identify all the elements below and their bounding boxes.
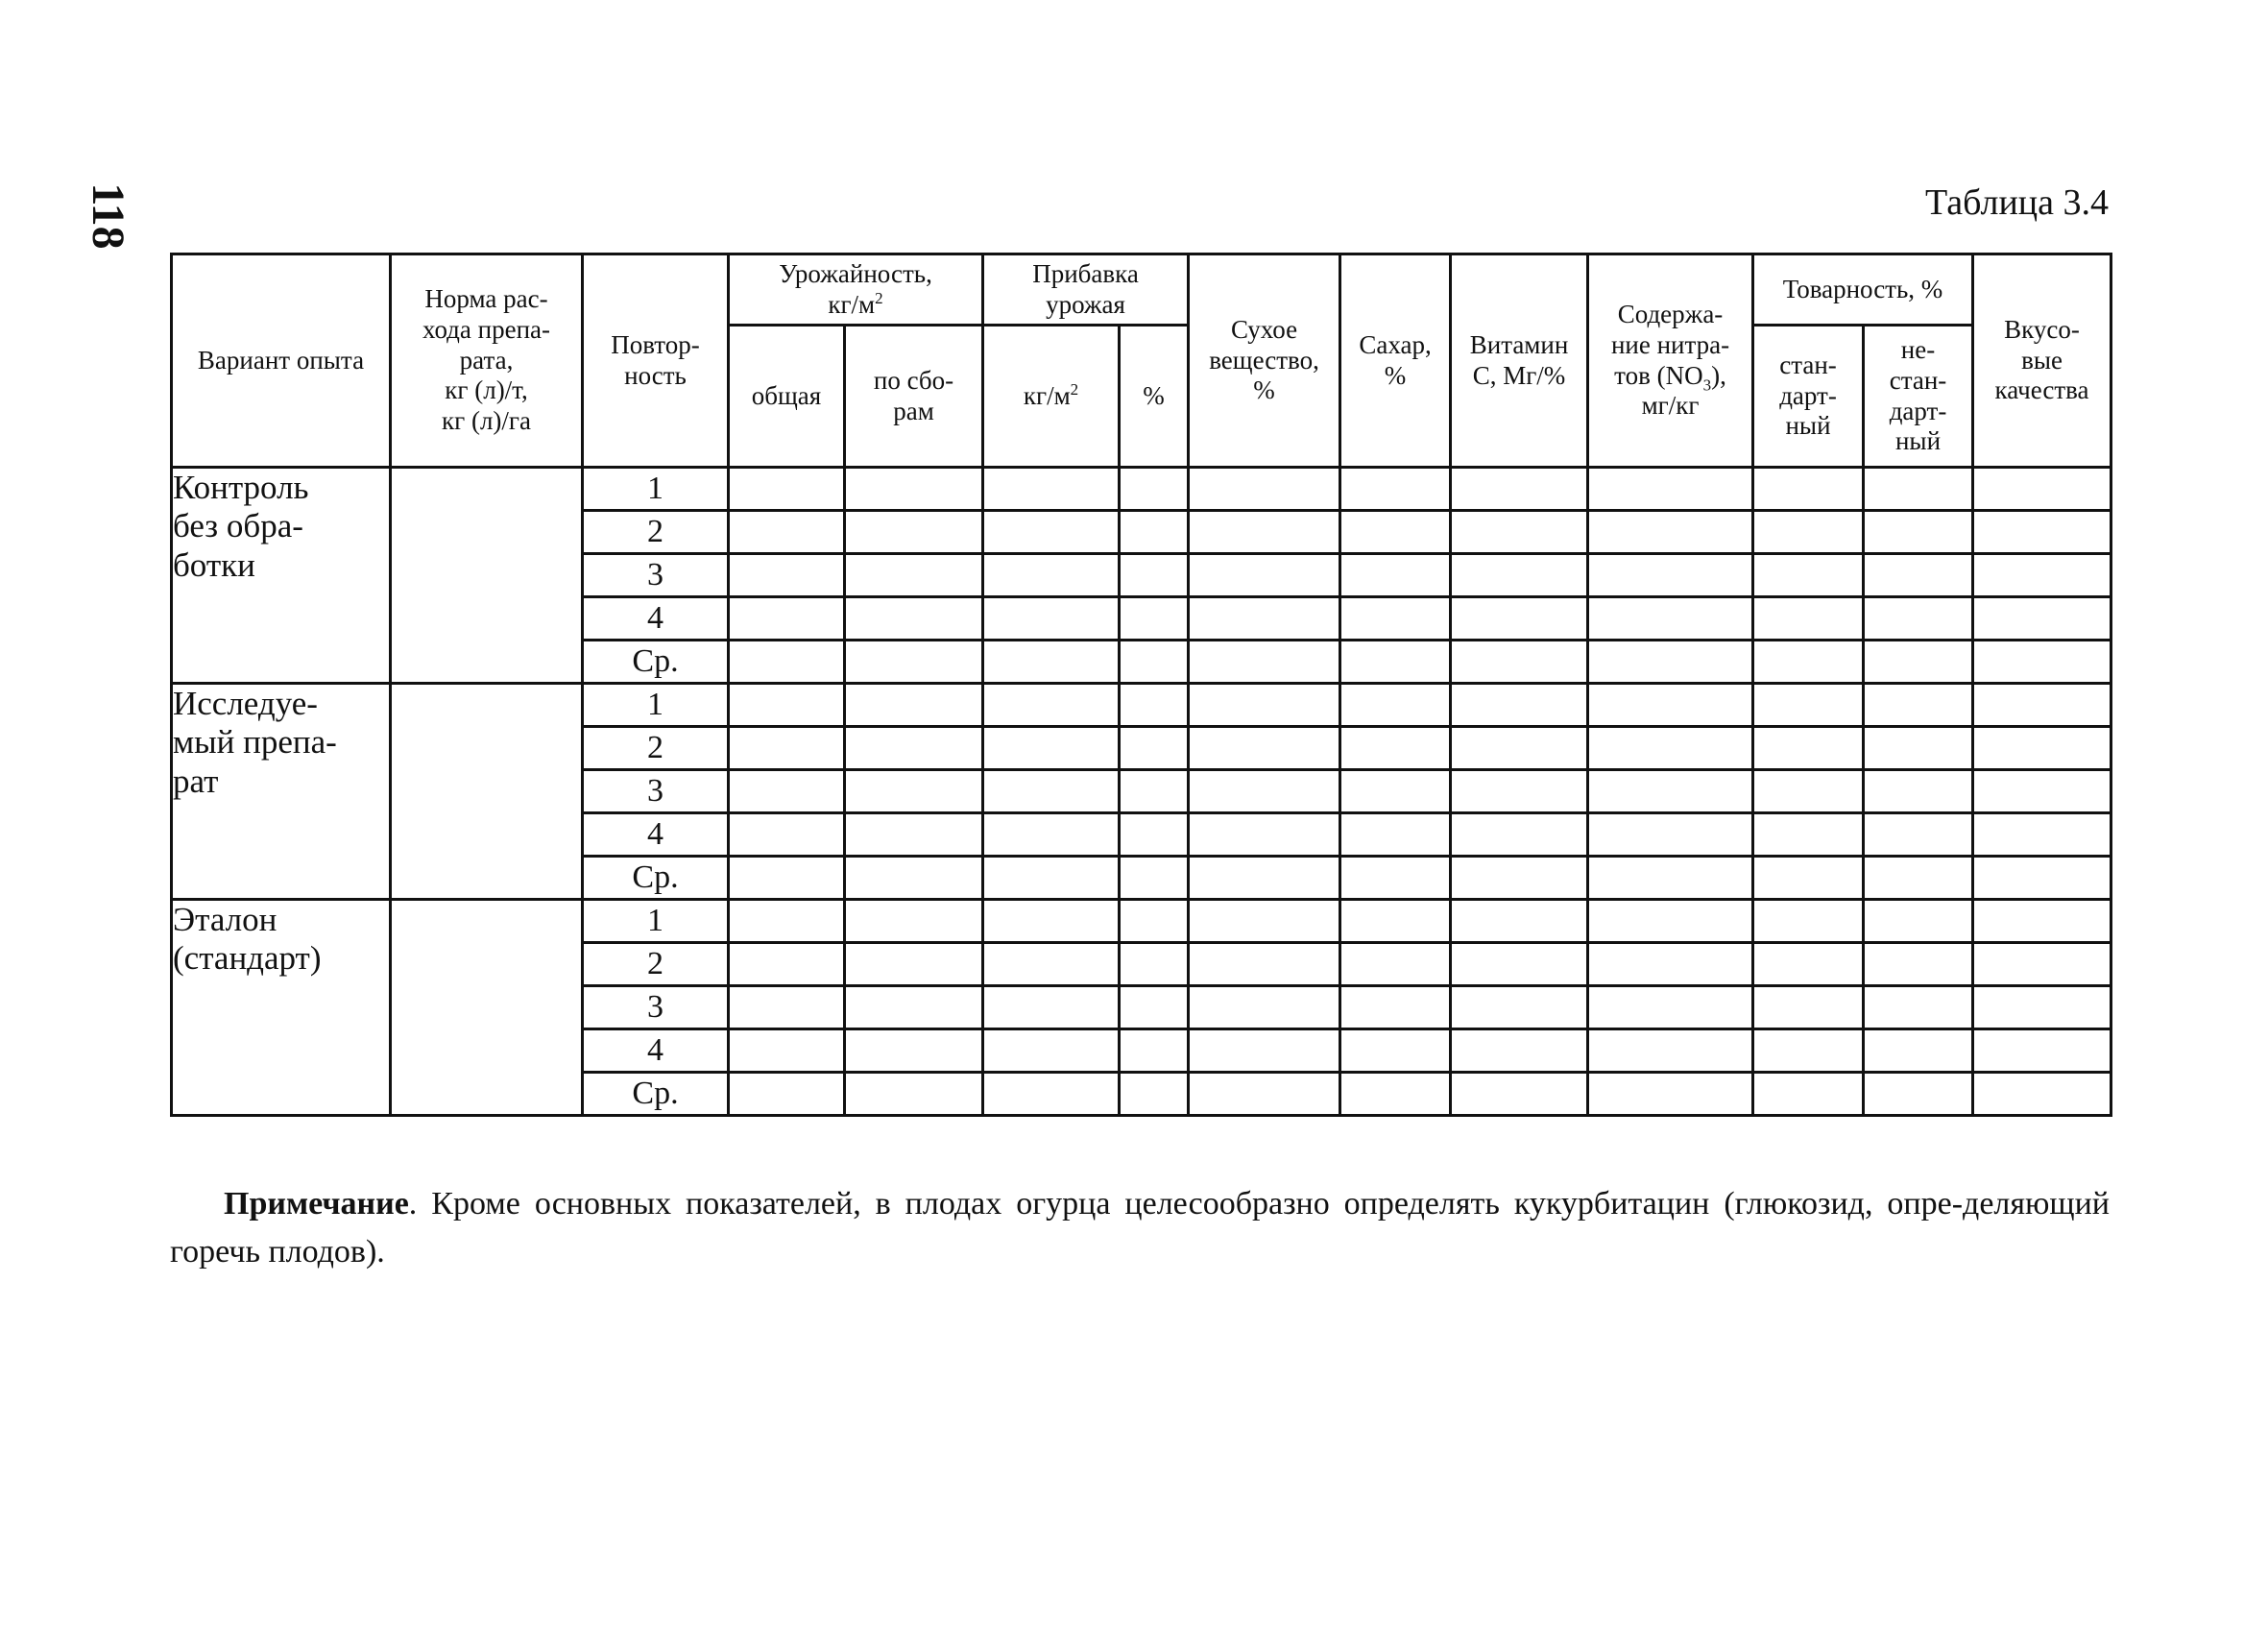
empty-cell: [983, 597, 1120, 641]
empty-cell: [1340, 468, 1451, 511]
empty-cell: [1864, 468, 1973, 511]
empty-cell: [845, 597, 983, 641]
empty-cell: [1451, 641, 1588, 684]
empty-cell: [1340, 1073, 1451, 1116]
empty-cell: [1120, 1073, 1189, 1116]
empty-cell: [1189, 943, 1340, 986]
empty-cell: [1753, 770, 1864, 813]
variant-cell: Контроль без обра- ботки: [172, 468, 391, 684]
repetition-cell: Ср.: [583, 1073, 729, 1116]
repetition-cell: 2: [583, 727, 729, 770]
header-norm: Норма рас- хода препа- рата, кг (л)/т, кг (л)/га: [391, 254, 583, 468]
empty-cell: [1340, 554, 1451, 597]
empty-cell: [729, 813, 845, 857]
empty-cell: [983, 641, 1120, 684]
table-caption: Таблица 3.4: [1924, 182, 2109, 223]
empty-cell: [1753, 1029, 1864, 1073]
empty-cell: [845, 1029, 983, 1073]
empty-cell: [983, 727, 1120, 770]
header-row-1: [172, 254, 2111, 326]
empty-cell: [845, 511, 983, 554]
empty-cell: [1753, 554, 1864, 597]
header-taste: Вкусо- вые качества: [1973, 254, 2111, 468]
empty-cell: [1753, 813, 1864, 857]
empty-cell: [845, 943, 983, 986]
empty-cell: [1753, 943, 1864, 986]
empty-cell: [983, 511, 1120, 554]
empty-cell: [1864, 1029, 1973, 1073]
empty-cell: [1973, 770, 2111, 813]
empty-cell: [1753, 727, 1864, 770]
empty-cell: [1189, 813, 1340, 857]
empty-cell: [1588, 727, 1753, 770]
repetition-cell: Ср.: [583, 641, 729, 684]
variant-cell: Эталон (стандарт): [172, 900, 391, 1116]
empty-cell: [1451, 943, 1588, 986]
page-number: 118: [83, 182, 133, 250]
empty-cell: [1120, 770, 1189, 813]
empty-cell: [729, 1073, 845, 1116]
empty-cell: [1588, 597, 1753, 641]
empty-cell: [1864, 511, 1973, 554]
empty-cell: [1120, 986, 1189, 1029]
empty-cell: [1753, 684, 1864, 727]
empty-cell: [1753, 468, 1864, 511]
header-dry-matter: Сухое вещество, %: [1189, 254, 1340, 468]
empty-cell: [1864, 900, 1973, 943]
empty-cell: [1588, 1073, 1753, 1116]
empty-cell: [1451, 554, 1588, 597]
empty-cell: [845, 468, 983, 511]
empty-cell: [1864, 770, 1973, 813]
empty-cell: [1588, 684, 1753, 727]
repetition-cell: 4: [583, 597, 729, 641]
empty-cell: [983, 684, 1120, 727]
empty-cell: [845, 986, 983, 1029]
empty-cell: [729, 597, 845, 641]
empty-cell: [1340, 641, 1451, 684]
variant-cell: Исследуе- мый препа- рат: [172, 684, 391, 900]
repetition-cell: 3: [583, 770, 729, 813]
empty-cell: [729, 857, 845, 900]
empty-cell: [1864, 813, 1973, 857]
empty-cell: [1451, 900, 1588, 943]
empty-cell: [1340, 770, 1451, 813]
empty-cell: [1588, 468, 1753, 511]
empty-cell: [983, 857, 1120, 900]
empty-cell: [983, 1073, 1120, 1116]
header-nitrates: Содержа- ние нитра- тов $(NO_3)$, мг/кг: [1588, 254, 1753, 468]
header-yield-group: Урожайность, $кг/м^2$: [729, 254, 983, 326]
header-gain-pct: %: [1120, 326, 1189, 468]
empty-cell: [1451, 857, 1588, 900]
empty-cell: [1753, 857, 1864, 900]
empty-cell: [1973, 641, 2111, 684]
table-row: [172, 684, 2111, 727]
empty-cell: [1973, 554, 2111, 597]
empty-cell: [1189, 1073, 1340, 1116]
empty-cell: [1189, 857, 1340, 900]
repetition-cell: 4: [583, 813, 729, 857]
empty-cell: [1864, 943, 1973, 986]
empty-cell: [1588, 813, 1753, 857]
empty-cell: [845, 900, 983, 943]
empty-cell: [845, 1073, 983, 1116]
repetition-cell: Ср.: [583, 857, 729, 900]
empty-cell: [1189, 770, 1340, 813]
empty-cell: [729, 554, 845, 597]
empty-cell: [1753, 900, 1864, 943]
empty-cell: [1864, 684, 1973, 727]
empty-cell: [1588, 554, 1753, 597]
empty-cell: [1973, 943, 2111, 986]
empty-cell: [1340, 727, 1451, 770]
empty-cell: [1340, 1029, 1451, 1073]
experiment-table: [170, 253, 2112, 1117]
empty-cell: [1973, 900, 2111, 943]
empty-cell: [1973, 511, 2111, 554]
empty-cell: [1588, 900, 1753, 943]
empty-cell: [1120, 684, 1189, 727]
empty-cell: [729, 943, 845, 986]
empty-cell: [1451, 727, 1588, 770]
empty-cell: [845, 813, 983, 857]
empty-cell: [1973, 597, 2111, 641]
empty-cell: [1340, 943, 1451, 986]
empty-cell: [983, 813, 1120, 857]
empty-cell: [1120, 641, 1189, 684]
empty-cell: [1864, 727, 1973, 770]
repetition-cell: 2: [583, 943, 729, 986]
empty-cell: [845, 554, 983, 597]
norm-cell: [391, 900, 583, 1116]
table-row: [172, 900, 2111, 943]
table-container: [170, 253, 2110, 1117]
empty-cell: [1120, 813, 1189, 857]
header-nonstandard: не- стан- дарт- ный: [1864, 326, 1973, 468]
empty-cell: [1120, 511, 1189, 554]
empty-cell: [983, 468, 1120, 511]
empty-cell: [1120, 727, 1189, 770]
norm-cell: [391, 468, 583, 684]
empty-cell: [1189, 900, 1340, 943]
header-yield-total: общая: [729, 326, 845, 468]
header-marketability-group: Товарность, %: [1753, 254, 1973, 326]
empty-cell: [1189, 727, 1340, 770]
empty-cell: [1753, 986, 1864, 1029]
empty-cell: [983, 770, 1120, 813]
empty-cell: [729, 900, 845, 943]
empty-cell: [1340, 986, 1451, 1029]
empty-cell: [1120, 468, 1189, 511]
empty-cell: [845, 857, 983, 900]
empty-cell: [1451, 986, 1588, 1029]
empty-cell: [983, 986, 1120, 1029]
table-body: [172, 468, 2111, 1116]
empty-cell: [1588, 943, 1753, 986]
header-vitamin: Витамин С, Мг/%: [1451, 254, 1588, 468]
empty-cell: [729, 1029, 845, 1073]
empty-cell: [983, 900, 1120, 943]
empty-cell: [1120, 943, 1189, 986]
empty-cell: [729, 684, 845, 727]
empty-cell: [1588, 986, 1753, 1029]
empty-cell: [1588, 511, 1753, 554]
repetition-cell: 1: [583, 684, 729, 727]
empty-cell: [1189, 597, 1340, 641]
empty-cell: [729, 986, 845, 1029]
empty-cell: [1451, 597, 1588, 641]
empty-cell: [1973, 1029, 2111, 1073]
empty-cell: [1973, 813, 2111, 857]
empty-cell: [1451, 1073, 1588, 1116]
empty-cell: [729, 468, 845, 511]
note-label: Примечание: [224, 1186, 409, 1222]
empty-cell: [1189, 986, 1340, 1029]
empty-cell: [983, 554, 1120, 597]
empty-cell: [1588, 770, 1753, 813]
empty-cell: [1588, 857, 1753, 900]
header-repeat: Повтор- ность: [583, 254, 729, 468]
empty-cell: [1864, 597, 1973, 641]
empty-cell: [1864, 554, 1973, 597]
repetition-cell: 1: [583, 900, 729, 943]
empty-cell: [1753, 511, 1864, 554]
repetition-cell: 4: [583, 1029, 729, 1073]
empty-cell: [1864, 1073, 1973, 1116]
empty-cell: [1120, 597, 1189, 641]
note-text: . Кроме основных показателей, в плодах огурца целесообразно определять кукурбитацин (глюкозид, опре-деляющий горечь плодов).: [170, 1186, 2110, 1270]
empty-cell: [1864, 641, 1973, 684]
empty-cell: [1973, 727, 2111, 770]
empty-cell: [1973, 857, 2111, 900]
table-row: [172, 468, 2111, 511]
header-yield-by-harvest: по сбо- рам: [845, 326, 983, 468]
empty-cell: [845, 684, 983, 727]
empty-cell: [729, 727, 845, 770]
repetition-cell: 3: [583, 986, 729, 1029]
empty-cell: [1451, 511, 1588, 554]
empty-cell: [1973, 468, 2111, 511]
repetition-cell: 2: [583, 511, 729, 554]
empty-cell: [729, 511, 845, 554]
empty-cell: [1864, 986, 1973, 1029]
empty-cell: [1189, 641, 1340, 684]
empty-cell: [1340, 857, 1451, 900]
empty-cell: [1753, 641, 1864, 684]
empty-cell: [729, 770, 845, 813]
empty-cell: [729, 641, 845, 684]
empty-cell: [1753, 597, 1864, 641]
repetition-cell: 1: [583, 468, 729, 511]
empty-cell: [1120, 900, 1189, 943]
empty-cell: [1340, 597, 1451, 641]
empty-cell: [1864, 857, 1973, 900]
empty-cell: [1973, 986, 2111, 1029]
empty-cell: [1189, 511, 1340, 554]
empty-cell: [983, 943, 1120, 986]
empty-cell: [845, 727, 983, 770]
empty-cell: [845, 770, 983, 813]
empty-cell: [1189, 684, 1340, 727]
empty-cell: [1120, 554, 1189, 597]
empty-cell: [845, 641, 983, 684]
empty-cell: [1451, 468, 1588, 511]
empty-cell: [1451, 770, 1588, 813]
note-paragraph: [170, 1180, 2110, 1276]
header-standard: стан- дарт- ный: [1753, 326, 1864, 468]
empty-cell: [1451, 684, 1588, 727]
empty-cell: [1340, 511, 1451, 554]
empty-cell: [1973, 684, 2111, 727]
empty-cell: [1120, 857, 1189, 900]
header-gain-group: Прибавка урожая: [983, 254, 1189, 326]
empty-cell: [1588, 1029, 1753, 1073]
norm-cell: [391, 684, 583, 900]
empty-cell: [1340, 684, 1451, 727]
repetition-cell: 3: [583, 554, 729, 597]
empty-cell: [983, 1029, 1120, 1073]
header-variant: Вариант опыта: [172, 254, 391, 468]
empty-cell: [1189, 1029, 1340, 1073]
empty-cell: [1340, 813, 1451, 857]
empty-cell: [1588, 641, 1753, 684]
header-sugar: Сахар, %: [1340, 254, 1451, 468]
header-gain-kg: $кг/м^2$: [983, 326, 1120, 468]
empty-cell: [1973, 1073, 2111, 1116]
empty-cell: [1753, 1073, 1864, 1116]
empty-cell: [1451, 1029, 1588, 1073]
empty-cell: [1120, 1029, 1189, 1073]
empty-cell: [1189, 554, 1340, 597]
empty-cell: [1340, 900, 1451, 943]
empty-cell: [1451, 813, 1588, 857]
empty-cell: [1189, 468, 1340, 511]
